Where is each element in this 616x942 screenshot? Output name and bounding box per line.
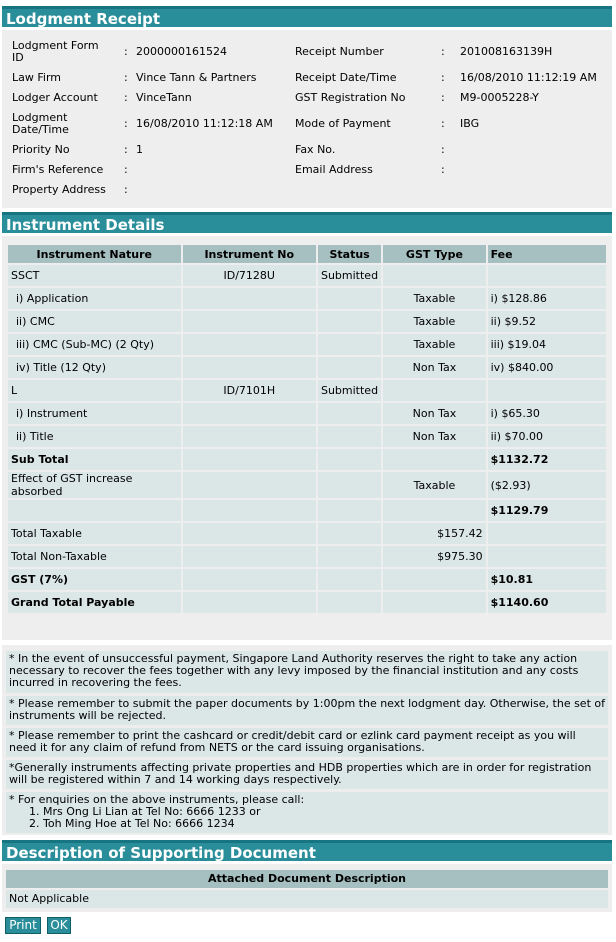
instrument-row: [8, 546, 606, 567]
attached-document-header: Attached Document Description: [6, 870, 608, 888]
cell-status: [318, 288, 381, 309]
supporting-document-header: [2, 840, 612, 861]
receipt-field-value: IBG: [460, 117, 480, 130]
cell-fee: i) $65.30: [488, 403, 606, 424]
receipt-field-value: 201008163139H: [460, 45, 553, 58]
note-registration-time: *Generally instruments affecting private properties and HDB properties which are in order for registration will be registered within 7 and 14 working days respectively.: [6, 760, 608, 789]
receipt-field-colon: :: [124, 163, 128, 176]
instrument-details-header: [2, 212, 612, 233]
cell-fee: [488, 265, 606, 286]
cell-status: [318, 357, 381, 378]
cell-fee: [488, 546, 606, 567]
instrument-row: [8, 403, 606, 424]
receipt-field-colon: :: [124, 143, 128, 156]
cell-instrument-no: ID/7128U: [183, 265, 316, 286]
receipt-field-colon: :: [124, 117, 128, 130]
cell-fee: ii) $9.52: [488, 311, 606, 332]
cell-status: [318, 449, 381, 470]
col-header-gst: GST Type: [383, 245, 485, 263]
cell-status: [318, 523, 381, 544]
cell-instrument-no: [183, 311, 316, 332]
enquiries-intro: * For enquiries on the above instruments, please call:: [9, 793, 305, 806]
note-card-receipt: * Please remember to print the cashcard or credit/debit card or ezlink card payment receipt as you will need it for any claim of refund from NETS or the card issuing organisations.: [6, 728, 608, 757]
cell-status: [318, 500, 381, 521]
cell-fee: $1140.60: [488, 592, 606, 613]
instrument-row: [8, 592, 606, 613]
cell-status: [318, 403, 381, 424]
cell-nature: ii) Title: [8, 426, 181, 447]
receipt-field-colon: :: [124, 45, 128, 58]
receipt-field-colon: :: [124, 91, 128, 104]
receipt-field-label: Receipt Number: [295, 45, 384, 58]
cell-gst-type: $157.42: [383, 523, 485, 544]
cell-instrument-no: [183, 546, 316, 567]
instrument-table-header-row: [8, 245, 606, 263]
receipt-field-label: Property Address: [12, 183, 106, 196]
cell-gst-type: [383, 500, 485, 521]
receipt-field-colon: :: [441, 163, 445, 176]
cell-gst-type: [383, 449, 485, 470]
cell-gst-type: [383, 569, 485, 590]
cell-instrument-no: [183, 334, 316, 355]
cell-instrument-no: [183, 592, 316, 613]
instrument-details-title: Instrument Details: [6, 216, 165, 234]
instrument-row: [8, 569, 606, 590]
receipt-field-value: M9-0005228-Y: [460, 91, 539, 104]
cell-gst-type: Non Tax: [383, 403, 485, 424]
cell-gst-type: Taxable: [383, 288, 485, 309]
cell-nature: SSCT: [8, 265, 181, 286]
instrument-row: [8, 334, 606, 355]
cell-gst-type: Taxable: [383, 334, 485, 355]
cell-instrument-no: [183, 523, 316, 544]
receipt-field-colon: :: [441, 91, 445, 104]
receipt-field-value: VinceTann: [136, 91, 192, 104]
instrument-row: [8, 311, 606, 332]
cell-status: [318, 546, 381, 567]
receipt-field-label: Lodgment Date/Time: [12, 111, 69, 136]
cell-instrument-no: [183, 403, 316, 424]
supporting-document-title: Description of Supporting Document: [6, 844, 316, 862]
cell-fee: [488, 523, 606, 544]
cell-fee: $10.81: [488, 569, 606, 590]
cell-instrument-no: ID/7101H: [183, 380, 316, 401]
cell-gst-type: Non Tax: [383, 426, 485, 447]
instrument-row: [8, 380, 606, 401]
lodgment-receipt-header: [2, 6, 612, 27]
receipt-field-colon: :: [124, 71, 128, 84]
cell-instrument-no: [183, 500, 316, 521]
col-header-status: Status: [318, 245, 381, 263]
receipt-field-value: 16/08/2010 11:12:19 AM: [460, 71, 597, 84]
receipt-field-label: Email Address: [295, 163, 373, 176]
note-enquiries: [6, 792, 608, 833]
cell-fee: [488, 380, 606, 401]
receipt-field-label: Law Firm: [12, 71, 61, 84]
cell-nature: Grand Total Payable: [8, 592, 181, 613]
cell-nature: Effect of GST increase absorbed: [8, 472, 181, 498]
cell-status: [318, 592, 381, 613]
cell-instrument-no: [183, 426, 316, 447]
cell-gst-type: Taxable: [383, 472, 485, 498]
cell-nature: i) Application: [8, 288, 181, 309]
col-header-nature: Instrument Nature: [8, 245, 181, 263]
cell-fee: ($2.93): [488, 472, 606, 498]
cell-status: [318, 472, 381, 498]
receipt-field-colon: :: [441, 143, 445, 156]
cell-nature: [8, 500, 181, 521]
receipt-field-colon: :: [441, 71, 445, 84]
cell-nature: L: [8, 380, 181, 401]
cell-fee: iv) $840.00: [488, 357, 606, 378]
cell-gst-type: Non Tax: [383, 357, 485, 378]
enquiries-contact-2: 2. Toh Ming Hoe at Tel No: 6666 1234: [29, 817, 235, 830]
cell-gst-type: $975.30: [383, 546, 485, 567]
cell-status: [318, 311, 381, 332]
instrument-row: [8, 288, 606, 309]
receipt-field-label: Fax No.: [295, 143, 336, 156]
instrument-row: [8, 523, 606, 544]
cell-gst-type: [383, 592, 485, 613]
cell-nature: i) Instrument: [8, 403, 181, 424]
receipt-field-label: Lodgment Form ID: [12, 39, 99, 64]
cell-instrument-no: [183, 472, 316, 498]
cell-gst-type: [383, 380, 485, 401]
receipt-field-label: Lodger Account: [12, 91, 98, 104]
receipt-field-label: Priority No: [12, 143, 70, 156]
receipt-field-colon: :: [124, 183, 128, 196]
note-paper-docs: * Please remember to submit the paper documents by 1:00pm the next lodgment day. Otherwise, the set of instruments will be rejected.: [6, 696, 608, 725]
print-button[interactable]: Print: [5, 917, 41, 934]
instrument-row: [8, 449, 606, 470]
cell-status: Submitted: [318, 380, 381, 401]
instrument-row: [8, 357, 606, 378]
receipt-field-label: Mode of Payment: [295, 117, 391, 130]
instrument-row: [8, 265, 606, 286]
enquiries-contact-1: 1. Mrs Ong Li Lian at Tel No: 6666 1233 or: [29, 805, 261, 818]
cell-instrument-no: [183, 357, 316, 378]
instrument-row: [8, 472, 606, 498]
instrument-table: [6, 243, 608, 615]
col-header-fee: Fee: [488, 245, 606, 263]
attached-document-value: Not Applicable: [6, 890, 608, 908]
cell-instrument-no: [183, 288, 316, 309]
receipt-field-label: GST Registration No: [295, 91, 406, 104]
ok-button[interactable]: OK: [47, 917, 71, 934]
instrument-row: [8, 500, 606, 521]
cell-fee: i) $128.86: [488, 288, 606, 309]
cell-nature: GST (7%): [8, 569, 181, 590]
cell-fee: ii) $70.00: [488, 426, 606, 447]
cell-fee: iii) $19.04: [488, 334, 606, 355]
cell-status: [318, 426, 381, 447]
receipt-field-colon: :: [441, 45, 445, 58]
cell-fee: $1129.79: [488, 500, 606, 521]
cell-status: [318, 334, 381, 355]
cell-instrument-no: [183, 449, 316, 470]
cell-instrument-no: [183, 569, 316, 590]
cell-status: Submitted: [318, 265, 381, 286]
cell-nature: Total Non-Taxable: [8, 546, 181, 567]
note-payment: * In the event of unsuccessful payment, Singapore Land Authority reserves the right to take any action necessary to recover the fees together with any levy imposed by the financial institution and any costs incurred in recovering the fees.: [6, 651, 608, 693]
receipt-field-colon: :: [441, 117, 445, 130]
cell-nature: Sub Total: [8, 449, 181, 470]
cell-gst-type: [383, 265, 485, 286]
cell-nature: iv) Title (12 Qty): [8, 357, 181, 378]
cell-gst-type: Taxable: [383, 311, 485, 332]
receipt-field-value: 1: [136, 143, 143, 156]
receipt-field-label: Firm's Reference: [12, 163, 104, 176]
cell-nature: Total Taxable: [8, 523, 181, 544]
lodgment-receipt-title: Lodgment Receipt: [6, 10, 161, 28]
instrument-row: [8, 426, 606, 447]
cell-status: [318, 569, 381, 590]
receipt-field-value: 16/08/2010 11:12:18 AM: [136, 117, 273, 130]
receipt-field-value: 2000000161524: [136, 45, 227, 58]
cell-nature: iii) CMC (Sub-MC) (2 Qty): [8, 334, 181, 355]
receipt-field-value: Vince Tann & Partners: [136, 71, 257, 84]
cell-nature: ii) CMC: [8, 311, 181, 332]
cell-fee: $1132.72: [488, 449, 606, 470]
receipt-field-label: Receipt Date/Time: [295, 71, 397, 84]
col-header-no: Instrument No: [183, 245, 316, 263]
